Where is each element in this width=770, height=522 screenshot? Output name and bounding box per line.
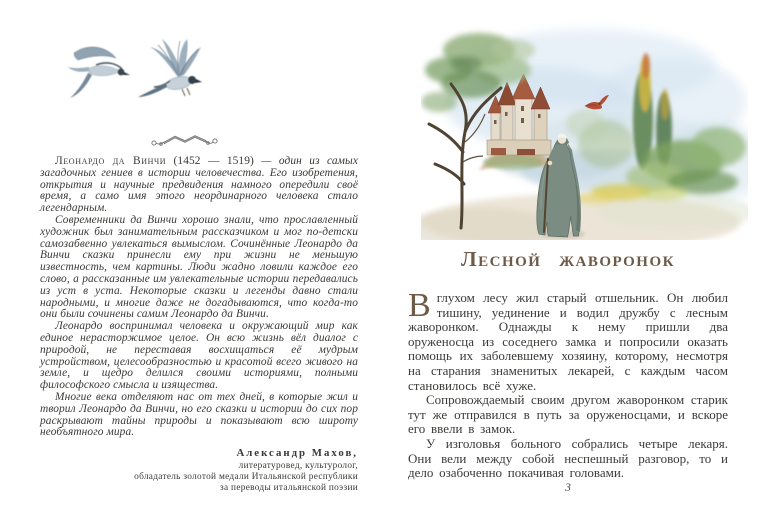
author-signature-block xyxy=(40,447,358,494)
intro-paragraph-3: Леонардо воспринимал человека и окружающий мир как единое нерасторжимое целое. Он всю жизнь вёл диалог с природой, не переставая восхищаться её мудрым устройством, целесообразностью и красотой всего живого на земле, и щедро делился своими историями, полными философского смысла и изящества. xyxy=(40,320,358,392)
author-credential-2: обладатель золотой медали Итальянской республики xyxy=(134,472,358,482)
story-paragraph-1-text: глухом лесу жил старый отшельник. Он любил тишину, уединение и водил дружбу с лесным жаворонком. Однажды к нему пришли два оруженосца из соседнего замка и попросили оказать помощь их заболевшему хозяину, которому, несмотря на старания знаменитых лекарей, с каждым часом становилось всё хуже. xyxy=(408,290,728,393)
flourish-divider-icon xyxy=(150,131,220,151)
magpies-illustration xyxy=(66,34,218,108)
intro-paragraph-1-text: — один из самых загадочных гениев в истории человечества. Его изобретения, открытия и научные предвидения намного опередили своё время, а само имя этого неординарного человека стало легендарным. xyxy=(40,155,358,215)
leonardo-name-smallcaps: Леонардо да Винчи xyxy=(55,155,167,167)
castle-hill-green xyxy=(483,154,543,170)
drop-cap: В xyxy=(408,287,431,324)
hermit-castle-illustration xyxy=(421,12,748,240)
intro-paragraph-2: Современники да Винчи хорошо знали, что прославленный художник был занимательным рассказчиком и мог по-детски самозабвенно увлекаться вымыслом. Сочинённые Леонардо да Винчи сказки принесли ему при жизни не меньшую известность, чем картины. Люди жадно ловили каждое его слово, а рассказанные им увлекательные истории передавались из уст в уста. Некоторые сказки и легенды давно стали народными, и многие даже не догадываются, что когда-то они были сочинены самим Леонардо да Винчи. xyxy=(40,213,358,321)
author-name: Александр Махов, xyxy=(236,447,358,459)
author-credential-3: за переводы итальянской поэзии xyxy=(220,483,358,493)
intro-paragraph-1 xyxy=(40,156,358,215)
intro-paragraph-4: Многие века отделяют нас от тех дней, в которые жил и творил Леонардо да Винчи, но его сказки и истории до сих пор раскрывают тайны природы и показывают всю широту необъятного мира. xyxy=(40,390,358,439)
story-paragraph-1 xyxy=(408,287,728,393)
leonardo-years: (1452 — 1519) xyxy=(166,155,262,167)
author-credential-1: литературовед, культуролог, xyxy=(238,461,358,471)
page-number: 3 xyxy=(565,482,571,494)
leonardo-intro-text xyxy=(40,156,358,439)
story-paragraph-2: Сопровождаемый своим другом жаворонком старик тут же отправился в путь за оруженосцами, и вскоре его ввели в замок. xyxy=(408,392,728,437)
magpie-left-icon xyxy=(68,47,130,98)
story-title: Лесной жаворонок xyxy=(460,247,676,271)
magpie-right-icon xyxy=(138,39,202,97)
story-paragraph-3: У изголовья больного собрались четыре лекаря. Они вели между собой неспешный разговор, то и дело озабоченно покачивая головами. xyxy=(408,435,728,481)
story-text xyxy=(408,287,728,481)
